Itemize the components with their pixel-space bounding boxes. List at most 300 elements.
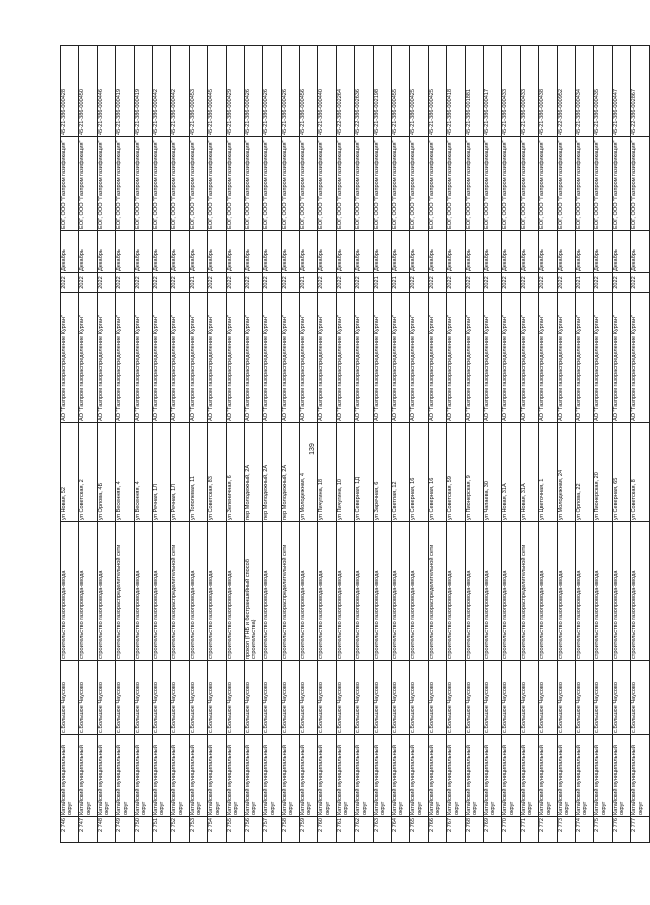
work-type-cell: строительство газопровода-ввода [189, 522, 207, 661]
source-cell: ЕОГ, ООО "Газпром газификация" [152, 137, 170, 231]
table-row [116, 46, 134, 843]
registry-number-cell: 45-21-386-000429 [226, 46, 244, 137]
row-number-cell: 2 763 [373, 817, 391, 843]
registry-number-cell: 45-21-386-000455 [392, 46, 410, 137]
work-type-cell: строительство газораспределительной сети [171, 522, 189, 661]
registry-number-cell: 45-21-386-000440 [318, 46, 336, 137]
source-cell: ЕОГ, ООО "Газпром газификация" [226, 137, 244, 231]
table-row [465, 46, 483, 843]
municipality-cell: Катайский муниципальный округ [447, 735, 465, 817]
settlement-cell: с.Большое Чаусово [502, 661, 520, 735]
source-cell: ЕОГ, ООО "Газпром газификация" [612, 137, 630, 231]
contractor-cell: АО "Газпром газораспределение Курган" [483, 293, 501, 423]
source-cell: ЕОГ, ООО "Газпром газификация" [373, 137, 391, 231]
table-row [575, 46, 593, 843]
settlement-cell: с.Большое Чаусово [263, 661, 281, 735]
contractor-cell: АО "Газпром газораспределение Курган" [410, 293, 428, 423]
settlement-cell: с.Большое Чаусово [612, 661, 630, 735]
work-type-cell: строительство газопровода-ввода [318, 522, 336, 661]
address-cell: ул Молодежная, 24 [557, 423, 575, 522]
year-cell: 2022 [336, 273, 354, 293]
contractor-cell: АО "Газпром газораспределение Курган" [300, 293, 318, 423]
contractor-cell: АО "Газпром газораспределение Курган" [281, 293, 299, 423]
table-row [373, 46, 391, 843]
table-row [594, 46, 612, 843]
municipality-cell: Катайский муниципальный округ [116, 735, 134, 817]
table-row [300, 46, 318, 843]
work-type-cell: строительство газопровода-ввода [557, 522, 575, 661]
month-cell: Декабрь [575, 231, 593, 273]
year-cell: 2022 [355, 273, 373, 293]
source-cell: ЕОГ, ООО "Газпром газификация" [355, 137, 373, 231]
table-row [244, 46, 262, 843]
row-number-cell: 2 765 [410, 817, 428, 843]
settlement-cell: с.Большое Чаусово [208, 661, 226, 735]
registry-number-cell: 45-21-386-000417 [483, 46, 501, 137]
year-cell: 2022 [631, 273, 649, 293]
address-cell: ул Северная, 1Д [355, 423, 373, 522]
month-cell: Декабрь [61, 231, 79, 273]
year-cell: 2022 [263, 273, 281, 293]
municipality-cell: Катайский муниципальный округ [373, 735, 391, 817]
settlement-cell: с.Большое Чаусово [557, 661, 575, 735]
municipality-cell: Катайский муниципальный округ [61, 735, 79, 817]
month-cell: Декабрь [226, 231, 244, 273]
source-cell: ЕОГ, ООО "Газпром газификация" [281, 137, 299, 231]
month-cell: Декабрь [208, 231, 226, 273]
month-cell: Декабрь [612, 231, 630, 273]
municipality-cell: Катайский муниципальный округ [392, 735, 410, 817]
work-type-cell: строительство газопровода-ввода [226, 522, 244, 661]
address-cell: ул Северная, 65 [612, 423, 630, 522]
month-cell: Декабрь [465, 231, 483, 273]
contractor-cell: АО "Газпром газораспределение Курган" [575, 293, 593, 423]
address-cell: ул Новая, 52 [61, 423, 79, 522]
work-type-cell: строительство газопровода-ввода [300, 522, 318, 661]
work-type-cell: строительство газораспределительной сети [116, 522, 134, 661]
registry-number-cell: 45-22-386-002867 [631, 46, 649, 137]
work-type-cell: строительство газораспределительной сети [281, 522, 299, 661]
settlement-cell: с.Большое Чаусово [116, 661, 134, 735]
municipality-cell: Катайский муниципальный округ [355, 735, 373, 817]
municipality-cell: Катайский муниципальный округ [300, 735, 318, 817]
month-cell: Декабрь [244, 231, 262, 273]
municipality-cell: Катайский муниципальный округ [208, 735, 226, 817]
contractor-cell: АО "Газпром газораспределение Курган" [244, 293, 262, 423]
settlement-cell: с.Большое Чаусово [244, 661, 262, 735]
row-number-cell: 2 750 [134, 817, 152, 843]
registry-number-cell: 45-21-386-000434 [575, 46, 593, 137]
table-row [336, 46, 354, 843]
contractor-cell: АО "Газпром газораспределение Курган" [263, 293, 281, 423]
registry-number-cell: 45-21-386-000428 [61, 46, 79, 137]
year-cell: 2021 [575, 273, 593, 293]
source-cell: ЕОГ, ООО "Газпром газификация" [594, 137, 612, 231]
row-number-cell: 2 776 [612, 817, 630, 843]
contractor-cell: АО "Газпром газораспределение Курган" [447, 293, 465, 423]
work-type-cell: строительство газопровода-ввода [355, 522, 373, 661]
settlement-cell: с.Большое Чаусово [575, 661, 593, 735]
address-cell: ул Орлова, 4Б [97, 423, 115, 522]
settlement-cell: с.Большое Чаусово [520, 661, 538, 735]
settlement-cell: с.Большое Чаусово [631, 661, 649, 735]
contractor-cell: АО "Газпром газораспределение Курган" [428, 293, 446, 423]
settlement-cell: с.Большое Чаусово [97, 661, 115, 735]
year-cell: 2022 [244, 273, 262, 293]
contractor-cell: АО "Газпром газораспределение Курган" [373, 293, 391, 423]
month-cell: Декабрь [447, 231, 465, 273]
municipality-cell: Катайский муниципальный округ [428, 735, 446, 817]
source-cell: ЕОГ, ООО "Газпром газификация" [79, 137, 97, 231]
contractor-cell: АО "Газпром газораспределение Курган" [152, 293, 170, 423]
contractor-cell: АО "Газпром газораспределение Курган" [61, 293, 79, 423]
table-row [520, 46, 538, 843]
year-cell: 2021 [392, 273, 410, 293]
contractor-cell: АО "Газпром газораспределение Курган" [189, 293, 207, 423]
settlement-cell: с.Большое Чаусово [483, 661, 501, 735]
work-type-cell: строительство газопровода-ввода [208, 522, 226, 661]
row-number-cell: 2 751 [152, 817, 170, 843]
registry-number-cell: 45-21-386-000426 [263, 46, 281, 137]
month-cell: Декабрь [152, 231, 170, 273]
address-cell: пер Молодежный, 2А [281, 423, 299, 522]
registry-number-cell: 45-21-386-000425 [428, 46, 446, 137]
source-cell: ЕОГ, ООО "Газпром газификация" [447, 137, 465, 231]
municipality-cell: Катайский муниципальный округ [483, 735, 501, 817]
address-cell: ул Пионерская, 9 [465, 423, 483, 522]
work-type-cell: строительство газопровода-ввода [539, 522, 557, 661]
work-type-cell: строительство газопровода-ввода [465, 522, 483, 661]
page-number: 139 [309, 443, 316, 455]
row-number-cell: 2 771 [520, 817, 538, 843]
year-cell: 2022 [520, 273, 538, 293]
registry-number-cell: 45-22-386-000952 [557, 46, 575, 137]
source-cell: ЕОГ, ООО "Газпром газификация" [483, 137, 501, 231]
address-cell: ул Советская, 59 [447, 423, 465, 522]
address-cell: ул Тополевая, 11 [189, 423, 207, 522]
settlement-cell: с.Большое Чаусово [79, 661, 97, 735]
registry-number-cell: 45-21-386-000433 [502, 46, 520, 137]
municipality-cell: Катайский муниципальный округ [281, 735, 299, 817]
month-cell: Декабрь [355, 231, 373, 273]
year-cell: 2022 [116, 273, 134, 293]
row-number-cell: 2 752 [171, 817, 189, 843]
settlement-cell: с.Большое Чаусово [171, 661, 189, 735]
month-cell: Декабрь [557, 231, 575, 273]
address-cell: ул Северная, 16 [410, 423, 428, 522]
source-cell: ЕОГ, ООО "Газпром газификация" [410, 137, 428, 231]
year-cell: 2022 [134, 273, 152, 293]
year-cell: 2022 [502, 273, 520, 293]
address-cell: ул Речная, 1Л [152, 423, 170, 522]
registry-number-cell: 45-22-386-002636 [355, 46, 373, 137]
contractor-cell: АО "Газпром газораспределение Курган" [318, 293, 336, 423]
address-cell: пер Молодежный, 2А [263, 423, 281, 522]
municipality-cell: Катайский муниципальный округ [134, 735, 152, 817]
table-row [189, 46, 207, 843]
source-cell: ЕОГ, ООО "Газпром газификация" [208, 137, 226, 231]
year-cell: 2021 [189, 273, 207, 293]
registry-number-cell: 45-21-386-000442 [171, 46, 189, 137]
month-cell: Декабрь [263, 231, 281, 273]
registry-number-cell: 45-21-386-000419 [116, 46, 134, 137]
row-number-cell: 2 756 [244, 817, 262, 843]
contractor-cell: АО "Газпром газораспределение Курган" [97, 293, 115, 423]
source-cell: ЕОГ, ООО "Газпром газификация" [502, 137, 520, 231]
row-number-cell: 2 760 [318, 817, 336, 843]
source-cell: ЕОГ, ООО "Газпром газификация" [465, 137, 483, 231]
municipality-cell: Катайский муниципальный округ [189, 735, 207, 817]
source-cell: ЕОГ, ООО "Газпром газификация" [189, 137, 207, 231]
year-cell: 2022 [61, 273, 79, 293]
address-cell: ул Светлая, 12 [392, 423, 410, 522]
source-cell: ЕОГ, ООО "Газпром газификация" [318, 137, 336, 231]
municipality-cell: Катайский муниципальный округ [97, 735, 115, 817]
address-cell: ул Заречная, 6 [373, 423, 391, 522]
address-cell: пер Молодежный, 2А [244, 423, 262, 522]
year-cell: 2022 [428, 273, 446, 293]
work-type-cell: строительство газопровода-ввода [483, 522, 501, 661]
year-cell: 2022 [465, 273, 483, 293]
year-cell: 2022 [410, 273, 428, 293]
source-cell: ЕОГ, ООО "Газпром газификация" [336, 137, 354, 231]
address-cell: ул Пичугина, 18 [318, 423, 336, 522]
work-type-cell: строительство газопровода-ввода [263, 522, 281, 661]
registry-number-cell: 45-21-386-002198 [373, 46, 391, 137]
year-cell: 2022 [152, 273, 170, 293]
table-row [355, 46, 373, 843]
table-row [447, 46, 465, 843]
settlement-cell: с.Большое Чаусово [355, 661, 373, 735]
table-row [61, 46, 79, 843]
municipality-cell: Катайский муниципальный округ [594, 735, 612, 817]
registry-number-cell: 45-21-386-000426 [244, 46, 262, 137]
address-cell: ул Новая, 31А [502, 423, 520, 522]
row-number-cell: 2 758 [281, 817, 299, 843]
row-number-cell: 2 757 [263, 817, 281, 843]
table-row [539, 46, 557, 843]
municipality-cell: Катайский муниципальный округ [336, 735, 354, 817]
address-cell: ул Орлова, 22 [575, 423, 593, 522]
registry-table [60, 45, 650, 843]
month-cell: Декабрь [483, 231, 501, 273]
table-row [263, 46, 281, 843]
registry-number-cell: 45-22-386-002264 [336, 46, 354, 137]
registry-number-cell: 45-21-386-000453 [189, 46, 207, 137]
contractor-cell: АО "Газпром газораспределение Курган" [392, 293, 410, 423]
table-row [392, 46, 410, 843]
table-row [208, 46, 226, 843]
contractor-cell: АО "Газпром газораспределение Курган" [336, 293, 354, 423]
settlement-cell: с.Большое Чаусово [336, 661, 354, 735]
address-cell: ул Пионерская, 20 [594, 423, 612, 522]
year-cell: 2022 [539, 273, 557, 293]
address-cell: ул Весенняя, 4 [134, 423, 152, 522]
contractor-cell: АО "Газпром газораспределение Курган" [226, 293, 244, 423]
row-number-cell: 2 777 [631, 817, 649, 843]
row-number-cell: 2 773 [557, 817, 575, 843]
address-cell: ул Чапаева, 30 [483, 423, 501, 522]
source-cell: ЕОГ, ООО "Газпром газификация" [631, 137, 649, 231]
address-cell: ул Новая, 31А [520, 423, 538, 522]
row-number-cell: 2 755 [226, 817, 244, 843]
settlement-cell: с.Большое Чаусово [226, 661, 244, 735]
row-number-cell: 2 762 [355, 817, 373, 843]
row-number-cell: 2 748 [97, 817, 115, 843]
municipality-cell: Катайский муниципальный округ [575, 735, 593, 817]
month-cell: Декабрь [594, 231, 612, 273]
month-cell: Декабрь [189, 231, 207, 273]
year-cell: 2022 [557, 273, 575, 293]
contractor-cell: АО "Газпром газораспределение Курган" [631, 293, 649, 423]
settlement-cell: с.Большое Чаусово [281, 661, 299, 735]
contractor-cell: АО "Газпром газораспределение Курган" [465, 293, 483, 423]
year-cell: 2022 [594, 273, 612, 293]
registry-number-cell: 45-21-386-000445 [208, 46, 226, 137]
month-cell: Декабрь [116, 231, 134, 273]
contractor-cell: АО "Газпром газораспределение Курган" [355, 293, 373, 423]
registry-number-cell: 45-21-386-000426 [281, 46, 299, 137]
work-type-cell: прокол (ГНБ и бестраншейный способ строительства) [244, 522, 262, 661]
month-cell: Декабрь [502, 231, 520, 273]
source-cell: ЕОГ, ООО "Газпром газификация" [539, 137, 557, 231]
year-cell: 2022 [171, 273, 189, 293]
settlement-cell: с.Большое Чаусово [300, 661, 318, 735]
month-cell: Декабрь [336, 231, 354, 273]
work-type-cell: строительство газопровода-ввода [61, 522, 79, 661]
year-cell: 2022 [281, 273, 299, 293]
table-body [61, 46, 650, 843]
work-type-cell: строительство газопровода-ввода [594, 522, 612, 661]
row-number-cell: 2 764 [392, 817, 410, 843]
settlement-cell: с.Большое Чаусово [428, 661, 446, 735]
table-row [152, 46, 170, 843]
month-cell: Декабрь [392, 231, 410, 273]
year-cell: 2021 [300, 273, 318, 293]
registry-number-cell: 45-21-386-000425 [410, 46, 428, 137]
work-type-cell: строительство газопровода-ввода [97, 522, 115, 661]
table-row [79, 46, 97, 843]
municipality-cell: Катайский муниципальный округ [465, 735, 483, 817]
month-cell: Декабрь [373, 231, 391, 273]
source-cell: ЕОГ, ООО "Газпром газификация" [557, 137, 575, 231]
work-type-cell: строительство газопровода-ввода [447, 522, 465, 661]
table-row [612, 46, 630, 843]
month-cell: Декабрь [318, 231, 336, 273]
month-cell: Декабрь [134, 231, 152, 273]
table-row [428, 46, 446, 843]
contractor-cell: АО "Газпром газораспределение Курган" [520, 293, 538, 423]
address-cell: ул Весенняя, 4 [116, 423, 134, 522]
source-cell: ЕОГ, ООО "Газпром газификация" [575, 137, 593, 231]
source-cell: ЕОГ, ООО "Газпром газификация" [300, 137, 318, 231]
row-number-cell: 2 768 [465, 817, 483, 843]
source-cell: ЕОГ, ООО "Газпром газификация" [263, 137, 281, 231]
year-cell: 2021 [373, 273, 391, 293]
row-number-cell: 2 772 [539, 817, 557, 843]
source-cell: ЕОГ, ООО "Газпром газификация" [520, 137, 538, 231]
municipality-cell: Катайский муниципальный округ [557, 735, 575, 817]
table-row [410, 46, 428, 843]
settlement-cell: с.Большое Чаусово [373, 661, 391, 735]
month-cell: Декабрь [539, 231, 557, 273]
registry-number-cell: 45-21-386-000438 [539, 46, 557, 137]
table-row [97, 46, 115, 843]
contractor-cell: АО "Газпром газораспределение Курган" [116, 293, 134, 423]
registry-number-cell: 45-21-386-000446 [97, 46, 115, 137]
settlement-cell: с.Большое Чаусово [152, 661, 170, 735]
row-number-cell: 2 766 [428, 817, 446, 843]
work-type-cell: строительство газопровода-ввода [392, 522, 410, 661]
municipality-cell: Катайский муниципальный округ [631, 735, 649, 817]
contractor-cell: АО "Газпром газораспределение Курган" [134, 293, 152, 423]
address-cell: ул Молодежная, 4 [300, 423, 318, 522]
municipality-cell: Катайский муниципальный округ [226, 735, 244, 817]
work-type-cell: строительство газопровода-ввода [612, 522, 630, 661]
row-number-cell: 2 774 [575, 817, 593, 843]
row-number-cell: 2 747 [79, 817, 97, 843]
work-type-cell: строительство газопровода-ввода [152, 522, 170, 661]
settlement-cell: с.Большое Чаусово [134, 661, 152, 735]
settlement-cell: с.Большое Чаусово [61, 661, 79, 735]
year-cell: 2022 [447, 273, 465, 293]
table-row [483, 46, 501, 843]
source-cell: ЕОГ, ООО "Газпром газификация" [244, 137, 262, 231]
municipality-cell: Катайский муниципальный округ [318, 735, 336, 817]
contractor-cell: АО "Газпром газораспределение Курган" [79, 293, 97, 423]
month-cell: Декабрь [428, 231, 446, 273]
settlement-cell: с.Большое Чаусово [318, 661, 336, 735]
work-type-cell: строительство газопровода-ввода [631, 522, 649, 661]
table-row [631, 46, 649, 843]
address-cell: ул Речная, 1Л [171, 423, 189, 522]
address-cell: ул Зеленичная, 6 [226, 423, 244, 522]
address-cell: ул Советская, 83 [208, 423, 226, 522]
contractor-cell: АО "Газпром газораспределение Курган" [171, 293, 189, 423]
address-cell: ул Цветочная, 1 [539, 423, 557, 522]
row-number-cell: 2 761 [336, 817, 354, 843]
table-row [226, 46, 244, 843]
table-row [502, 46, 520, 843]
month-cell: Декабрь [631, 231, 649, 273]
contractor-cell: АО "Газпром газораспределение Курган" [539, 293, 557, 423]
registry-number-cell: 45-21-386-000418 [447, 46, 465, 137]
month-cell: Декабрь [520, 231, 538, 273]
municipality-cell: Катайский муниципальный округ [410, 735, 428, 817]
registry-number-cell: 45-21-386-000435 [594, 46, 612, 137]
row-number-cell: 2 767 [447, 817, 465, 843]
work-type-cell: строительство газораспределительной сети [428, 522, 446, 661]
row-number-cell: 2 770 [502, 817, 520, 843]
year-cell: 2022 [97, 273, 115, 293]
table-row [171, 46, 189, 843]
contractor-cell: АО "Газпром газораспределение Курган" [502, 293, 520, 423]
municipality-cell: Катайский муниципальный округ [612, 735, 630, 817]
contractor-cell: АО "Газпром газораспределение Курган" [594, 293, 612, 423]
municipality-cell: Катайский муниципальный округ [502, 735, 520, 817]
row-number-cell: 2 749 [116, 817, 134, 843]
source-cell: ЕОГ, ООО "Газпром газификация" [97, 137, 115, 231]
row-number-cell: 2 759 [300, 817, 318, 843]
source-cell: ЕОГ, ООО "Газпром газификация" [116, 137, 134, 231]
settlement-cell: с.Большое Чаусово [189, 661, 207, 735]
contractor-cell: АО "Газпром газораспределение Курган" [612, 293, 630, 423]
row-number-cell: 2 754 [208, 817, 226, 843]
registry-number-cell: 45-21-386-000419 [134, 46, 152, 137]
municipality-cell: Катайский муниципальный округ [263, 735, 281, 817]
row-number-cell: 2 753 [189, 817, 207, 843]
municipality-cell: Катайский муниципальный округ [152, 735, 170, 817]
